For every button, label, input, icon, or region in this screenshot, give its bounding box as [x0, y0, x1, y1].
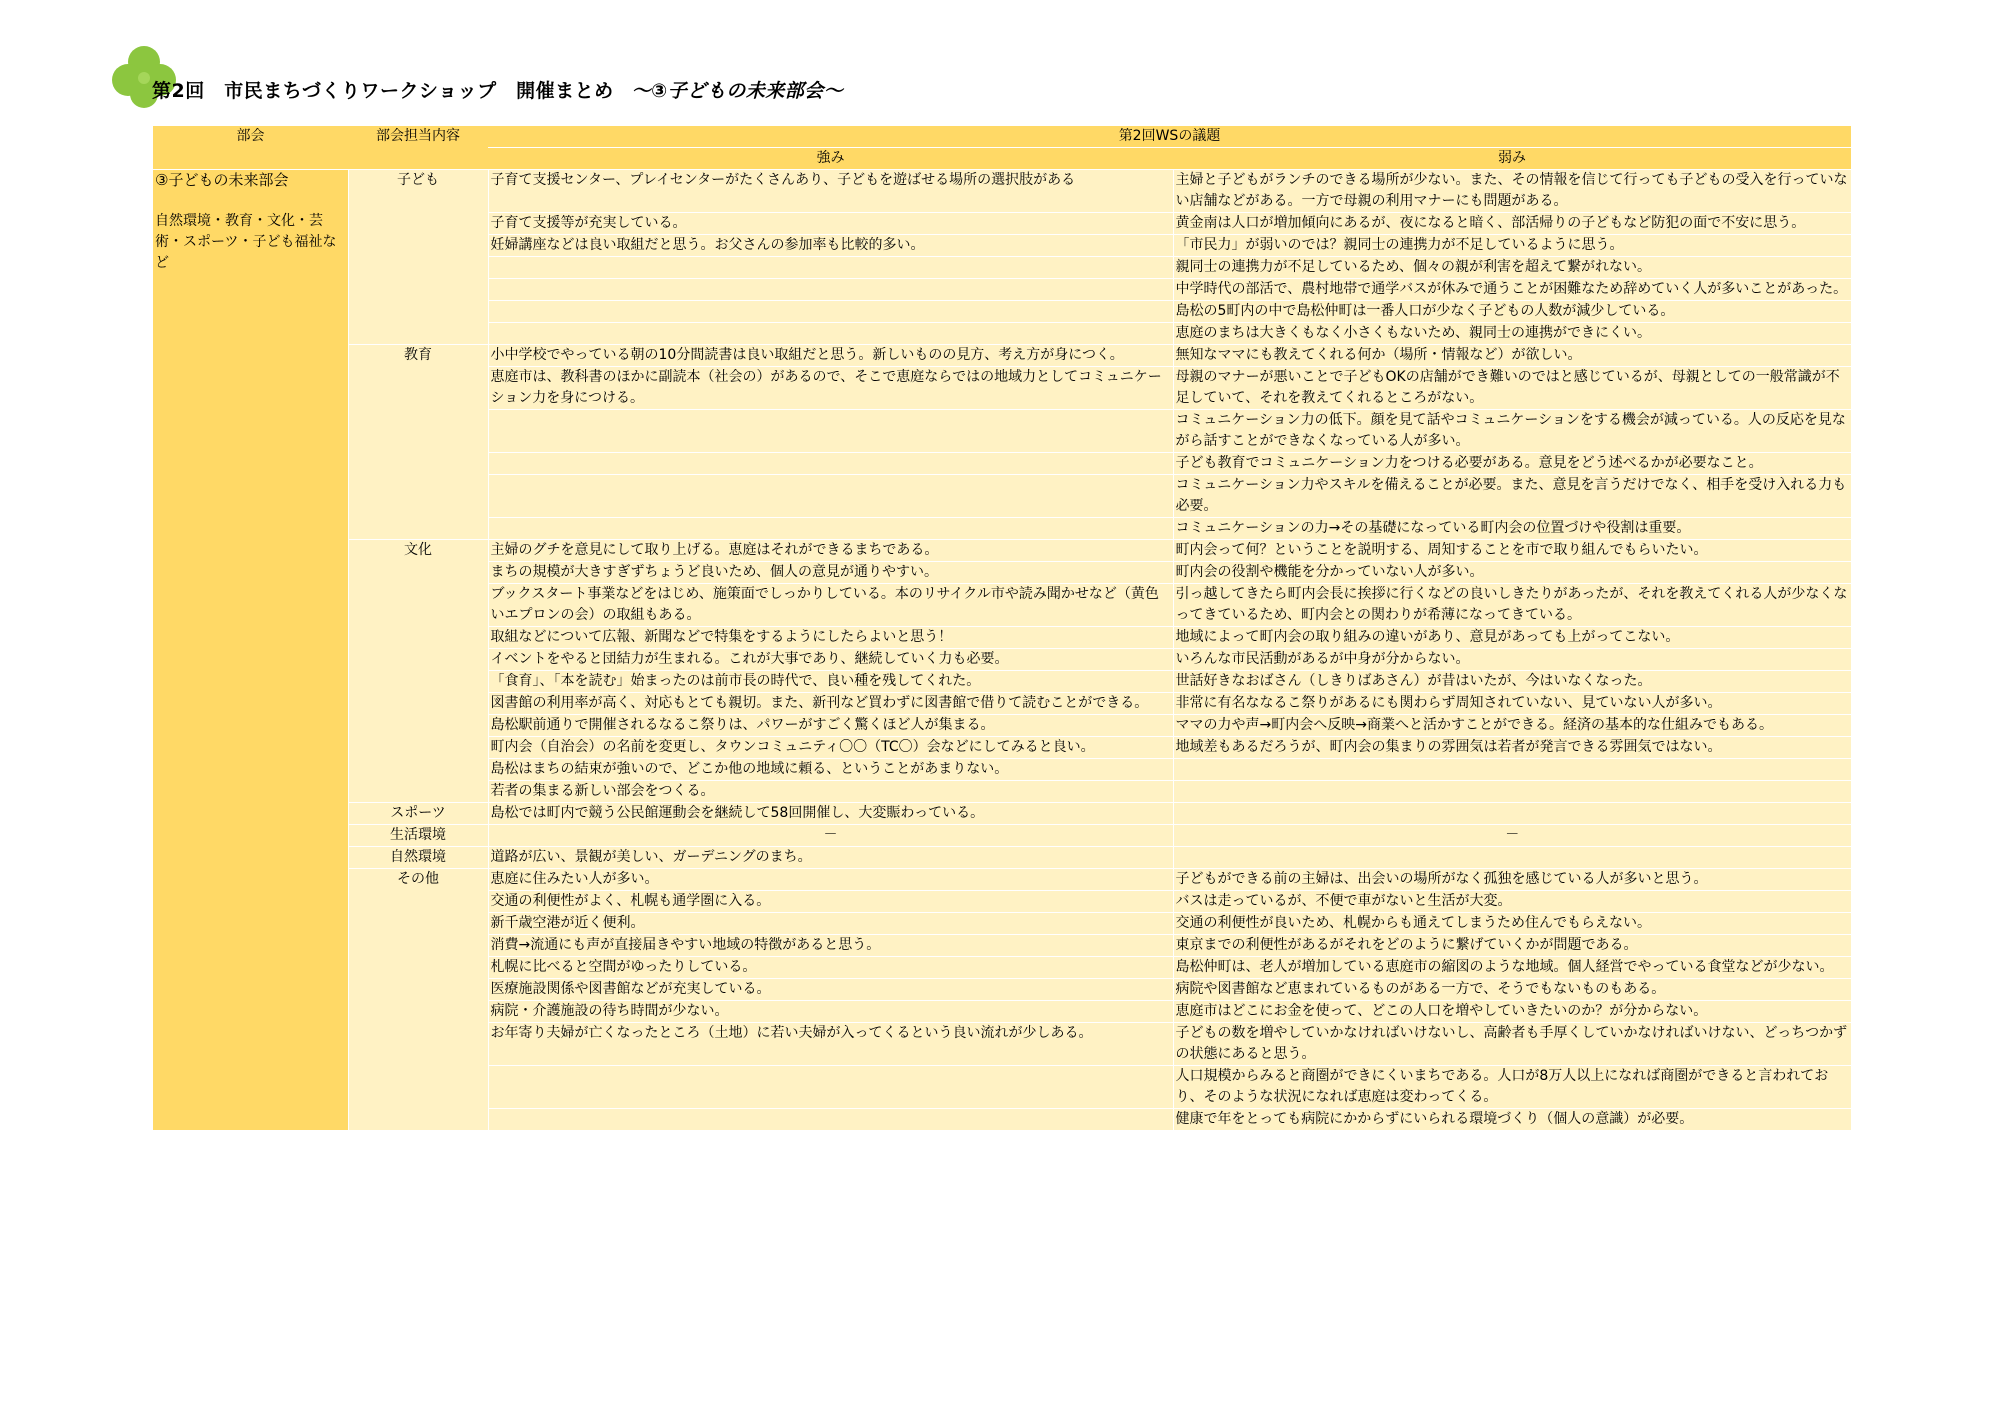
table-row	[153, 847, 1851, 869]
strength-cell	[488, 475, 1173, 518]
weakness-cell: 恵庭市はどこにお金を使って、どこの人口を増やしていきたいのか？が分からない。	[1173, 1001, 1851, 1023]
strength-cell: 子育て支援等が充実している。	[488, 213, 1173, 235]
strength-cell: 町内会（自治会）の名前を変更し、タウンコミュニティ〇〇（TC〇）会などにしてみると良い。	[488, 737, 1173, 759]
header-content: 部会担当内容	[348, 126, 488, 170]
strength-cell	[488, 257, 1173, 279]
weakness-cell	[1173, 781, 1851, 803]
table-row	[153, 803, 1851, 825]
weakness-cell	[1173, 803, 1851, 825]
strength-cell	[488, 1066, 1173, 1109]
strength-cell	[488, 301, 1173, 323]
category-cell: 生活環境	[348, 825, 488, 847]
strength-cell: イベントをやると団結力が生まれる。これが大事であり、継続していく力も必要。	[488, 649, 1173, 671]
strength-cell: 主婦のグチを意見にして取り上げる。恵庭はそれができるまちである。	[488, 540, 1173, 562]
workshop-summary-table	[153, 126, 1851, 1131]
category-cell: スポーツ	[348, 803, 488, 825]
weakness-cell: 人口規模からみると商圏ができにくいまちである。人口が8万人以上になれば商圏ができると言われており、そのような状況になれば恵庭は変わってくる。	[1173, 1066, 1851, 1109]
strength-cell: 病院・介護施設の待ち時間が少ない。	[488, 1001, 1173, 1023]
category-cell: 文化	[348, 540, 488, 803]
table-row	[153, 825, 1851, 847]
strength-cell: 取組などについて広報、新聞などで特集をするようにしたらよいと思う！	[488, 627, 1173, 649]
strength-cell: まちの規模が大きすぎずちょうど良いため、個人の意見が通りやすい。	[488, 562, 1173, 584]
weakness-cell: 健康で年をとっても病院にかからずにいられる環境づくり（個人の意識）が必要。	[1173, 1109, 1851, 1131]
strength-cell	[488, 323, 1173, 345]
header-strengths: 強み	[488, 148, 1173, 170]
header-row-1	[153, 126, 1851, 148]
header-weaknesses: 弱み	[1173, 148, 1851, 170]
strength-cell	[488, 453, 1173, 475]
category-cell: 子ども	[348, 170, 488, 345]
weakness-cell: 島松の5町内の中で島松仲町は一番人口が少なく子どもの人数が減少している。	[1173, 301, 1851, 323]
weakness-cell: 「市民力」が弱いのでは？親同士の連携力が不足しているように思う。	[1173, 235, 1851, 257]
strength-cell: ブックスタート事業などをはじめ、施策面でしっかりしている。本のリサイクル市や読み聞かせなど（黄色いエプロンの会）の取組もある。	[488, 584, 1173, 627]
weakness-cell: 病院や図書館など恵まれているものがある一方で、そうでもないものもある。	[1173, 979, 1851, 1001]
weakness-cell: 引っ越してきたら町内会長に挨拶に行くなどの良いしきたりがあったが、それを教えてくれる人が少なくなってきているため、町内会との関わりが希薄になってきている。	[1173, 584, 1851, 627]
bukai-description: 自然環境・教育・文化・芸術・スポーツ・子ども福祉など	[155, 213, 337, 271]
table-row	[153, 170, 1851, 213]
weakness-cell: 町内会って何？ということを説明する、周知することを市で取り組んでもらいたい。	[1173, 540, 1851, 562]
header-bukai: 部会	[153, 126, 348, 170]
strength-cell: 若者の集まる新しい部会をつくる。	[488, 781, 1173, 803]
strength-cell: 新千歳空港が近く便利。	[488, 913, 1173, 935]
weakness-cell: 町内会の役割や機能を分かっていない人が多い。	[1173, 562, 1851, 584]
strength-cell: お年寄り夫婦が亡くなったところ（土地）に若い夫婦が入ってくるという良い流れが少しある。	[488, 1023, 1173, 1066]
bukai-name: ③子どもの未来部会	[155, 171, 289, 189]
weakness-cell: 地域差もあるだろうが、町内会の集まりの雰囲気は若者が発言できる雰囲気ではない。	[1173, 737, 1851, 759]
strength-cell: 道路が広い、景観が美しい、ガーデニングのまち。	[488, 847, 1173, 869]
weakness-cell: 島松仲町は、老人が増加している恵庭市の縮図のような地域。個人経営でやっている食堂などが少ない。	[1173, 957, 1851, 979]
weakness-cell: ママの力や声→町内会へ反映→商業へと活かすことができる。経済の基本的な仕組みでもある。	[1173, 715, 1851, 737]
table-row	[153, 345, 1851, 367]
weakness-cell: 子ども教育でコミュニケーション力をつける必要がある。意見をどう述べるかが必要なこと。	[1173, 453, 1851, 475]
strength-cell: 妊婦講座などは良い取組だと思う。お父さんの参加率も比較的多い。	[488, 235, 1173, 257]
weakness-cell: バスは走っているが、不便で車がないと生活が大変。	[1173, 891, 1851, 913]
page-title-sub: ～③子どもの未来部会～	[631, 80, 844, 102]
strength-cell	[488, 1109, 1173, 1131]
table-body	[153, 126, 1851, 1131]
weakness-cell: 東京までの利便性があるがそれをどのように繋げていくかが問題である。	[1173, 935, 1851, 957]
table-row	[153, 540, 1851, 562]
header-topic: 第2回WSの議題	[488, 126, 1851, 148]
weakness-cell: 親同士の連携力が不足しているため、個々の親が利害を超えて繋がれない。	[1173, 257, 1851, 279]
weakness-cell: 無知なママにも教えてくれる何か（場所・情報など）が欲しい。	[1173, 345, 1851, 367]
category-cell: 自然環境	[348, 847, 488, 869]
strength-cell: －	[488, 825, 1173, 847]
weakness-cell: 中学時代の部活で、農村地帯で通学バスが休みで通うことが困難なため辞めていく人が多いことがあった。	[1173, 279, 1851, 301]
weakness-cell: コミュニケーションの力→その基礎になっている町内会の位置づけや役割は重要。	[1173, 518, 1851, 540]
weakness-cell: 子どもができる前の主婦は、出会いの場所がなく孤独を感じている人が多いと思う。	[1173, 869, 1851, 891]
page-title-main: 第2回 市民まちづくりワークショップ 開催まとめ	[152, 80, 614, 102]
strength-cell: 「食育」、「本を読む」始まったのは前市長の時代で、良い種を残してくれた。	[488, 671, 1173, 693]
strength-cell	[488, 279, 1173, 301]
weakness-cell: 世話好きなおばさん（しきりばあさん）が昔はいたが、今はいなくなった。	[1173, 671, 1851, 693]
table-row	[153, 869, 1851, 891]
weakness-cell: 母親のマナーが悪いことで子どもOKの店舗ができ難いのではと感じているが、母親としての一般常識が不足していて、それを教えてくれるところがない。	[1173, 367, 1851, 410]
strength-cell: 消費→流通にも声が直接届きやすい地域の特徴があると思う。	[488, 935, 1173, 957]
strength-cell	[488, 518, 1173, 540]
weakness-cell: いろんな市民活動があるが中身が分からない。	[1173, 649, 1851, 671]
weakness-cell: コミュニケーション力の低下。顔を見て話やコミュニケーションをする機会が減っている。人の反応を見ながら話すことができなくなっている人が多い。	[1173, 410, 1851, 453]
weakness-cell: 子どもの数を増やしていかなければいけないし、高齢者も手厚くしていかなければいけない、どっちつかずの状態にあると思う。	[1173, 1023, 1851, 1066]
weakness-cell	[1173, 759, 1851, 781]
weakness-cell: 非常に有名ななるこ祭りがあるにも関わらず周知されていない、見ていない人が多い。	[1173, 693, 1851, 715]
weakness-cell: 黄金南は人口が増加傾向にあるが、夜になると暗く、部活帰りの子どもなど防犯の面で不安に思う。	[1173, 213, 1851, 235]
weakness-cell: 恵庭のまちは大きくもなく小さくもないため、親同士の連携ができにくい。	[1173, 323, 1851, 345]
strength-cell: 医療施設関係や図書館などが充実している。	[488, 979, 1173, 1001]
strength-cell: 小中学校でやっている朝の10分間読書は良い取組だと思う。新しいものの見方、考え方が身につく。	[488, 345, 1173, 367]
page-title	[152, 76, 843, 103]
bukai-cell	[153, 170, 348, 1131]
strength-cell: 図書館の利用率が高く、対応もとても親切。また、新刊など買わずに図書館で借りて読むことができる。	[488, 693, 1173, 715]
strength-cell: 恵庭市は、教科書のほかに副読本（社会の）があるので、そこで恵庭ならではの地域力としてコミュニケーション力を身につける。	[488, 367, 1173, 410]
weakness-cell: 交通の利便性が良いため、札幌からも通えてしまうため住んでもらえない。	[1173, 913, 1851, 935]
weakness-cell	[1173, 847, 1851, 869]
strength-cell: 子育て支援センター、プレイセンターがたくさんあり、子どもを遊ばせる場所の選択肢がある	[488, 170, 1173, 213]
strength-cell: 恵庭に住みたい人が多い。	[488, 869, 1173, 891]
strength-cell: 札幌に比べると空間がゆったりしている。	[488, 957, 1173, 979]
weakness-cell: 主婦と子どもがランチのできる場所が少ない。また、その情報を信じて行っても子どもの受入を行っていない店舗などがある。一方で母親の利用マナーにも問題がある。	[1173, 170, 1851, 213]
strength-cell	[488, 410, 1173, 453]
weakness-cell: 地域によって町内会の取り組みの違いがあり、意見があっても上がってこない。	[1173, 627, 1851, 649]
weakness-cell: －	[1173, 825, 1851, 847]
strength-cell: 島松はまちの結束が強いので、どこか他の地域に頼る、ということがあまりない。	[488, 759, 1173, 781]
weakness-cell: コミュニケーション力やスキルを備えることが必要。また、意見を言うだけでなく、相手を受け入れる力も必要。	[1173, 475, 1851, 518]
strength-cell: 交通の利便性がよく、札幌も通学圏に入る。	[488, 891, 1173, 913]
strength-cell: 島松では町内で競う公民館運動会を継続して58回開催し、大変賑わっている。	[488, 803, 1173, 825]
strength-cell: 島松駅前通りで開催されるなるこ祭りは、パワーがすごく驚くほど人が集まる。	[488, 715, 1173, 737]
category-cell: 教育	[348, 345, 488, 540]
category-cell: その他	[348, 869, 488, 1131]
